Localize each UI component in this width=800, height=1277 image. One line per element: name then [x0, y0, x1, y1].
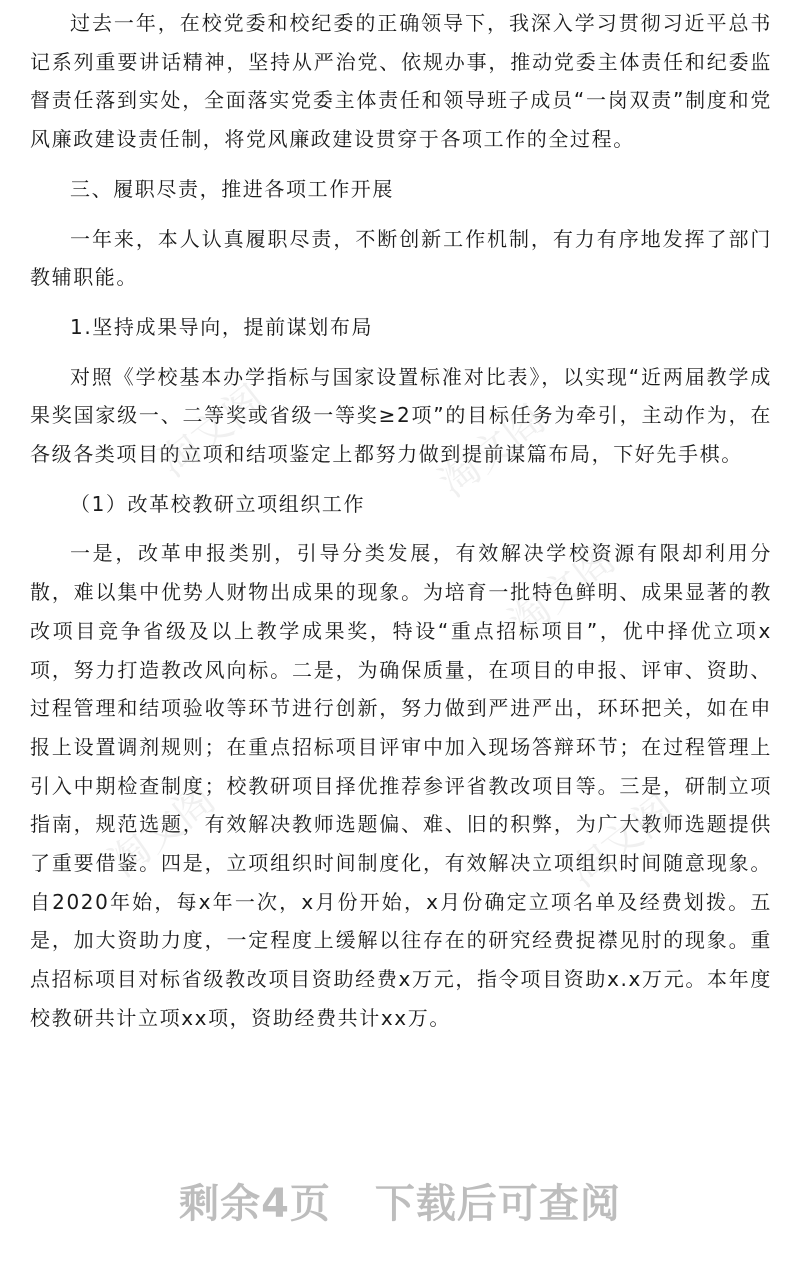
download-prompt-banner[interactable] [0, 1172, 800, 1229]
subsection-heading: （1）改革校教研立项组织工作 [70, 491, 366, 516]
watermark: 淘文阁 [100, 776, 224, 887]
paragraph: 一是，改革申报类别，引导分类发展，有效解决学校资源有限却利用分散，难以集中优势人财物出成果的现象。为培育一批特色鲜明、成果显著的教改项目竞争省级及以上教学成果奖，特设“重点招标项目”，优中择优立项x项，努力打造教改风向标。二是，为确保质量，在项目的申报、评审、资助、过程管理和结项验收等环节进行创新，努力做到严进严出，环环把关，如在申报上设置调剂规则；在重点招标项目评审中加入现场答辩环节；在过程管理上引入中期检查制度；校教研项目择优推荐参评省教改项目等。三是，研制立项指南，规范选题，有效解决教师选题偏、难、旧的积弊，为广大教师选题提供了重要借鉴。四是，立项组织时间制度化，有效解决立项组织时间随意现象。自2020年始，每x年一次，x月份开始，x月份确定立项名单及经费划拨。五是，加大资助力度，一定程度上缓解以往存在的研究经费捉襟见肘的现象。重点招标项目对标省级教改项目资助经费x万元，指令项目资助x.x万元。本年度校教研共计立项xx项，资助经费共计xx万。 [30, 541, 772, 1030]
watermark: 淘文阁 [560, 786, 684, 897]
document-body [30, 0, 772, 1038]
paragraph: 一年来，本人认真履职尽责，不断创新工作机制，有力有序地发挥了部门教辅职能。 [30, 226, 772, 290]
watermark: 淘文阁 [500, 536, 624, 647]
watermark: 淘文阁 [430, 396, 554, 507]
paragraph: 对照《学校基本办学指标与国家设置标准对比表》，以实现“近两届教学成果奖国家级一、二等奖或省级一等奖≥2项”的目标任务为牵引，主动作为，在各级各类项目的立项和结项鉴定上都努力做到提前谋篇布局，下好先手棋。 [30, 364, 772, 467]
paragraph: 过去一年，在校党委和校纪委的正确领导下，我深入学习贯彻习近平总书记系列重要讲话精神，坚持从严治党、依规办事，推动党委主体责任和纪委监督责任落到实处，全面落实党委主体责任和领导班子成员“一岗双责”制度和党风廉政建设责任制，将党风廉政建设贯穿于各项工作的全过程。 [30, 11, 772, 152]
watermark: 淘文阁 [150, 376, 274, 487]
download-to-view-text: 下载后可查阅 [374, 1181, 621, 1227]
subsection-heading: 1.坚持成果导向，提前谋划布局 [70, 314, 374, 339]
section-heading: 三、履职尽责，推进各项工作开展 [70, 176, 394, 201]
remaining-pages-text: 剩余4页 [179, 1181, 331, 1227]
